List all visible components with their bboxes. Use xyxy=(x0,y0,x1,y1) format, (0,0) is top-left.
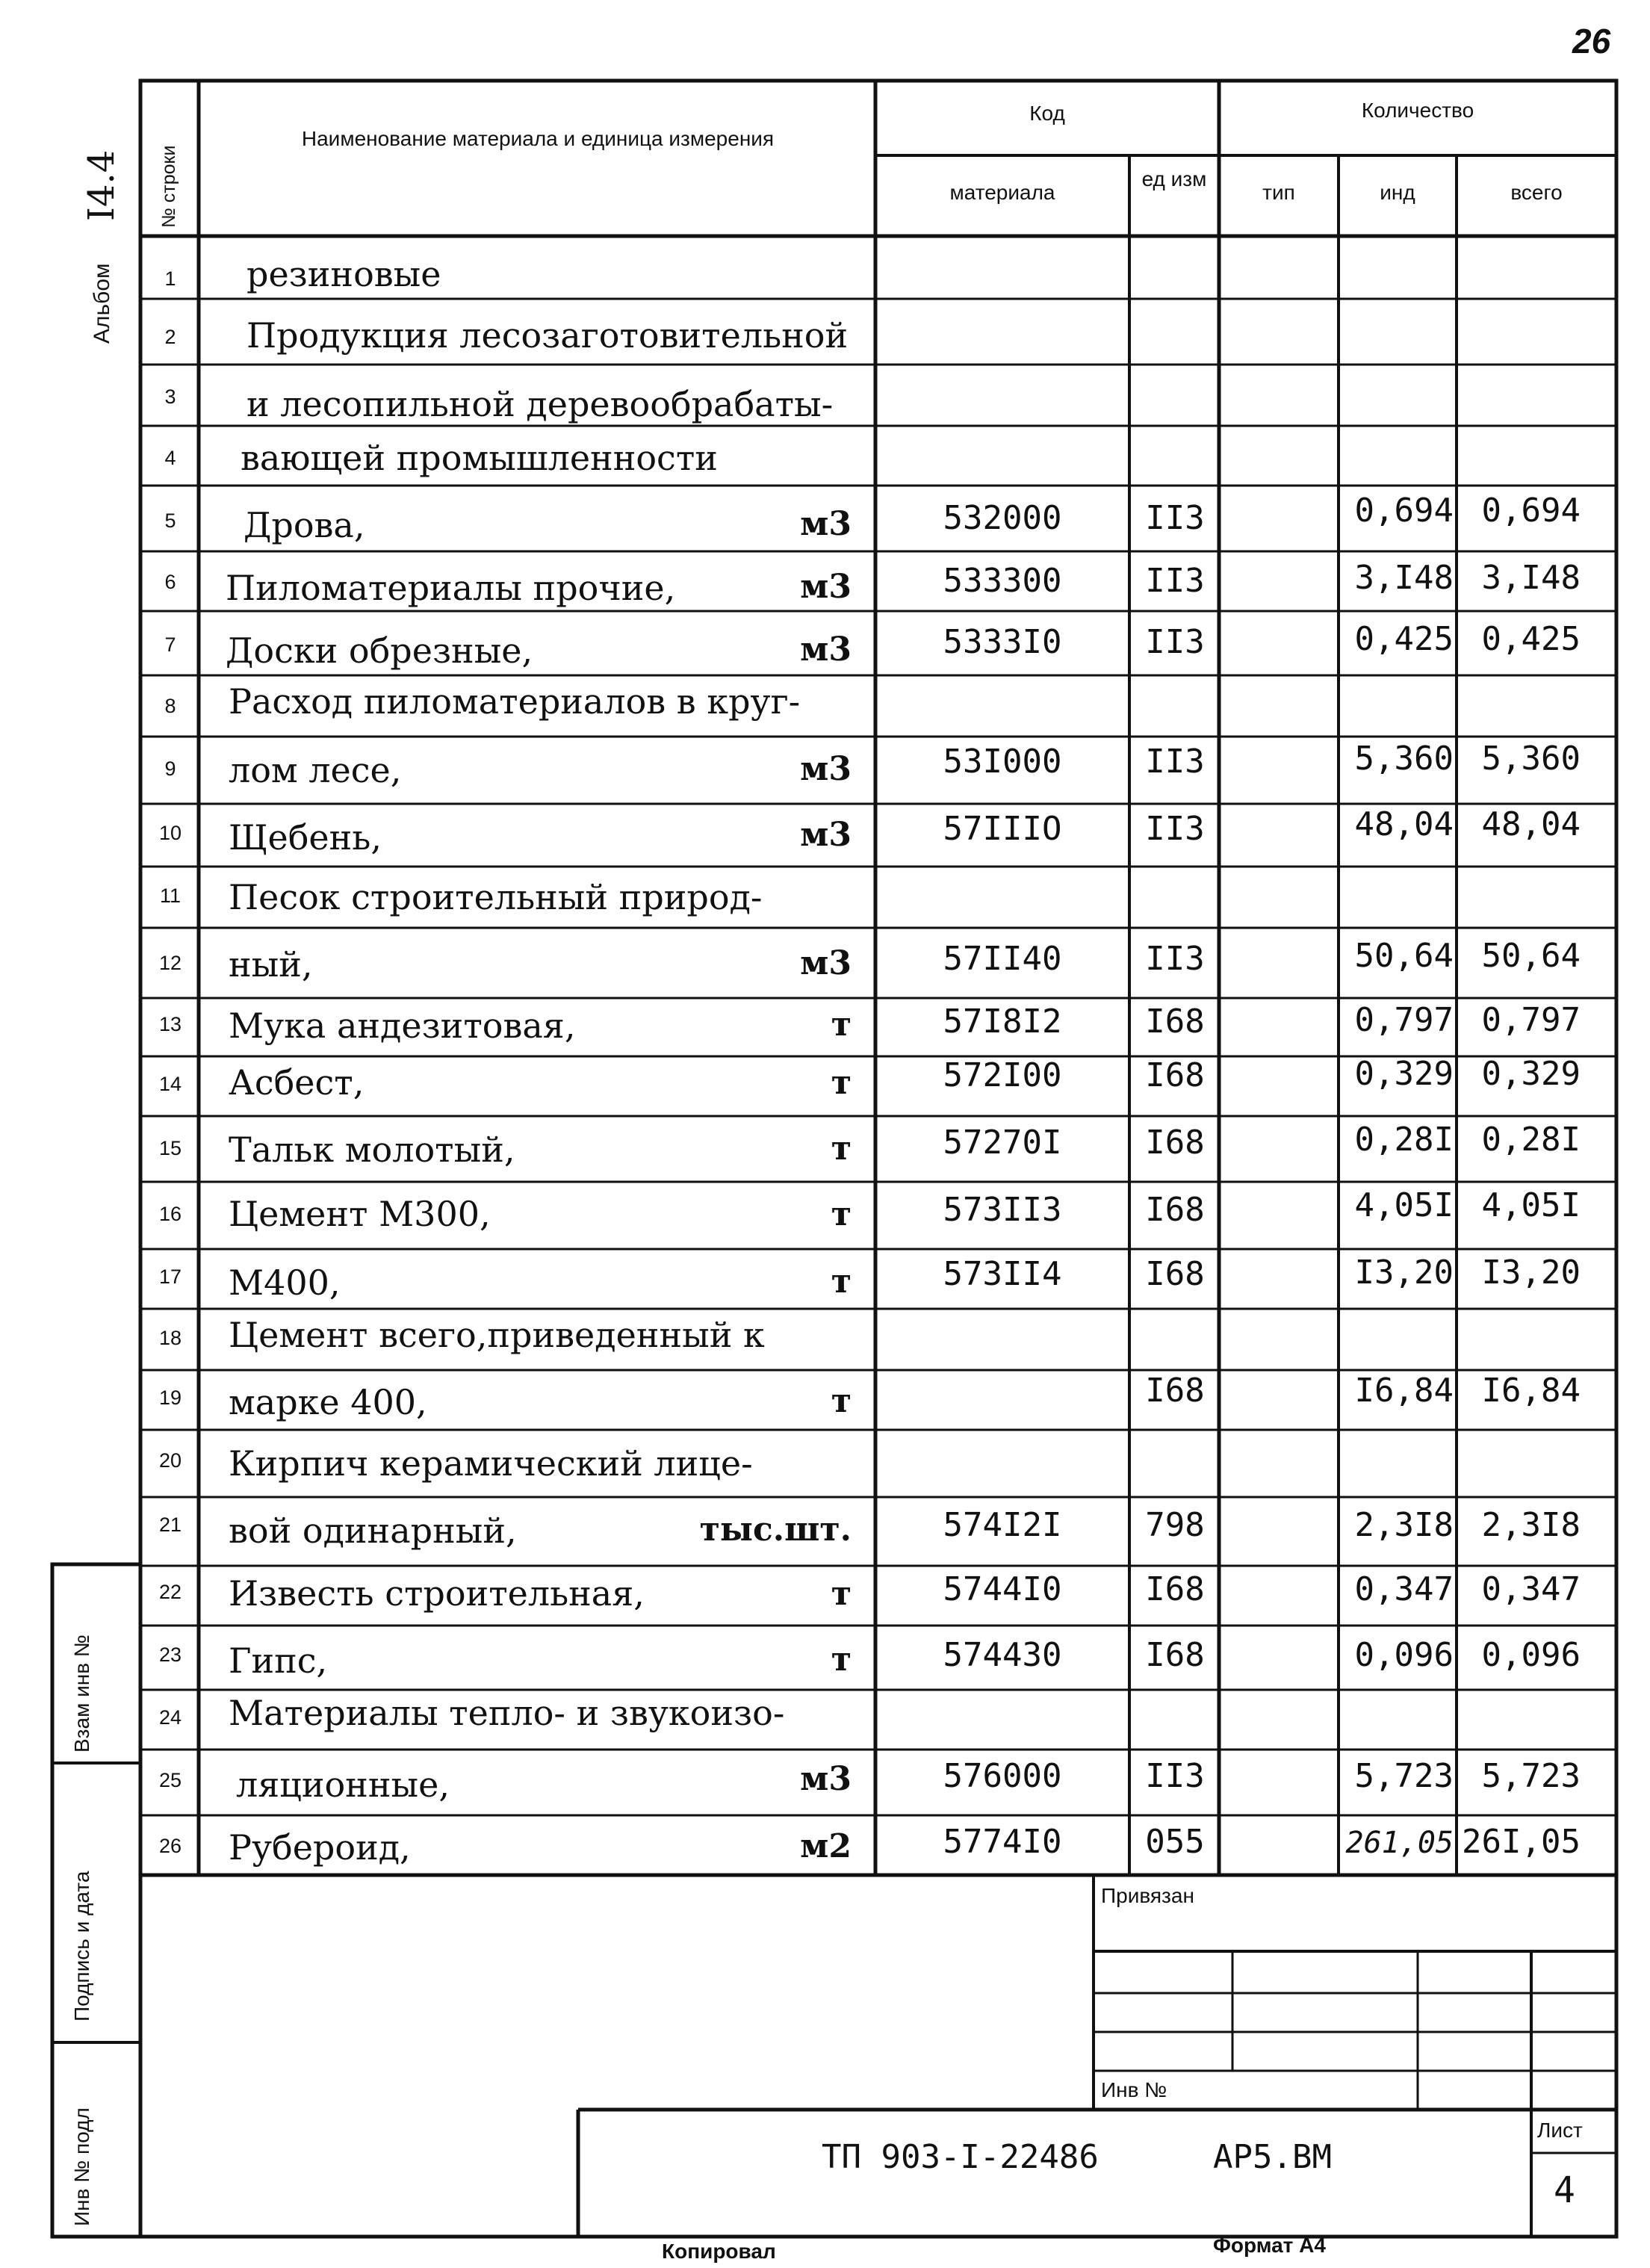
row-name: Песок строительный природ- xyxy=(229,877,763,917)
row-total: 0,329 xyxy=(1481,1055,1581,1093)
row-name: лом лесе, xyxy=(229,750,402,790)
side-label-vzam: Взам инв № xyxy=(70,1635,93,1753)
header-code-unit: ед изм xyxy=(1141,167,1207,190)
row-name: Щебень, xyxy=(229,817,382,858)
row-code: 572I00 xyxy=(943,1056,1062,1094)
row-name: вающей промышленности xyxy=(241,438,718,478)
page-number: 26 xyxy=(1572,22,1611,61)
row-total: 3,I48 xyxy=(1481,559,1581,597)
row-number: 21 xyxy=(158,1513,182,1536)
row-number: 5 xyxy=(164,509,176,532)
row-total: 5,360 xyxy=(1481,740,1581,778)
row-total: I6,84 xyxy=(1481,1372,1581,1410)
row-number: 17 xyxy=(158,1265,182,1288)
header-code: Код xyxy=(1029,102,1065,125)
row-name: вой одинарный, xyxy=(229,1511,517,1551)
side-label-inv-podl: Инв № подл xyxy=(70,2107,93,2226)
row-total: I3,20 xyxy=(1481,1254,1581,1292)
row-ed: II3 xyxy=(1145,940,1205,978)
row-number: 2 xyxy=(164,326,176,348)
row-code: 5774I0 xyxy=(943,1823,1062,1861)
row-total: 0,694 xyxy=(1481,492,1581,530)
row-number: 22 xyxy=(158,1581,182,1603)
album-label: Альбом xyxy=(90,263,114,344)
row-ind: 5,360 xyxy=(1354,740,1454,778)
row-total: 0,28I xyxy=(1481,1121,1581,1159)
side-label-podpis: Подпись и дата xyxy=(70,1871,93,2021)
row-total: 0,096 xyxy=(1481,1636,1581,1674)
row-ind: 0,28I xyxy=(1354,1121,1454,1159)
header-name: Наименование материала и единица измерения xyxy=(301,127,775,150)
row-ed: II3 xyxy=(1145,623,1205,661)
row-unit: м3 xyxy=(800,750,852,788)
row-ind: 0,096 xyxy=(1354,1636,1454,1674)
row-unit: м3 xyxy=(800,568,852,606)
row-ind: 2,3I8 xyxy=(1354,1506,1454,1544)
row-number: 6 xyxy=(164,571,176,593)
row-name: Дрова, xyxy=(244,505,365,545)
doc-mark: АР5.ВМ xyxy=(1213,2138,1332,2176)
row-code: 574430 xyxy=(943,1636,1062,1674)
row-ed: I68 xyxy=(1145,1056,1205,1094)
row-ind: 5,723 xyxy=(1354,1757,1454,1795)
row-name: ляционные, xyxy=(236,1764,450,1805)
row-ed: I68 xyxy=(1145,1255,1205,1293)
row-name: Цемент всего,приведенный к xyxy=(229,1315,765,1355)
row-number: 19 xyxy=(158,1386,182,1409)
row-number: 16 xyxy=(158,1203,182,1225)
row-ind: 0,694 xyxy=(1354,492,1454,530)
row-number: 14 xyxy=(158,1073,182,1095)
row-unit: т xyxy=(831,1195,852,1233)
header-code-material: материала xyxy=(949,181,1055,204)
row-number: 3 xyxy=(164,385,176,408)
row-number: 15 xyxy=(158,1137,182,1159)
row-number: 12 xyxy=(158,952,182,974)
row-ed: I68 xyxy=(1145,1372,1205,1410)
row-total: 0,425 xyxy=(1481,620,1581,658)
row-ed: I68 xyxy=(1145,1570,1205,1608)
row-unit: т xyxy=(831,1575,852,1613)
row-name: Рубероид, xyxy=(229,1827,411,1868)
row-unit: т xyxy=(831,1130,852,1168)
row-ind: 48,04 xyxy=(1354,805,1454,843)
row-unit: м3 xyxy=(800,1760,852,1798)
row-ind: 0,329 xyxy=(1354,1055,1454,1093)
row-name: Асбест, xyxy=(229,1062,365,1103)
row-number: 24 xyxy=(158,1706,182,1729)
row-code: 53I000 xyxy=(943,743,1062,781)
row-unit: м2 xyxy=(800,1827,852,1865)
row-code: 57II40 xyxy=(943,940,1062,978)
row-number: 7 xyxy=(164,633,176,656)
row-unit: тыс.шт. xyxy=(699,1511,852,1549)
row-name: Материалы тепло- и звукоизо- xyxy=(229,1693,785,1733)
row-number: 18 xyxy=(158,1327,182,1349)
row-number: 25 xyxy=(158,1769,182,1791)
row-code: 573II3 xyxy=(943,1191,1062,1229)
row-code: 573II4 xyxy=(943,1255,1062,1293)
row-number: 20 xyxy=(158,1449,182,1472)
row-name: Расход пиломатериалов в круг- xyxy=(229,681,801,722)
row-name: Пиломатериалы прочие, xyxy=(226,568,676,608)
row-unit: т xyxy=(831,1064,852,1102)
header-qty-total: всего xyxy=(1510,181,1563,204)
row-total: 5,723 xyxy=(1481,1757,1581,1795)
row-code: 533300 xyxy=(943,562,1062,600)
row-name: Продукция лесозаготовительной xyxy=(246,315,849,356)
row-unit: т xyxy=(831,1382,852,1420)
header-qty-ind: инд xyxy=(1380,181,1415,204)
row-unit: т xyxy=(831,1262,852,1301)
header-quantity: Количество xyxy=(1361,99,1474,122)
row-name: Цемент М300, xyxy=(229,1194,491,1234)
row-ind: 0,425 xyxy=(1354,620,1454,658)
row-ed: I68 xyxy=(1145,1003,1205,1041)
row-number: 23 xyxy=(158,1643,182,1666)
row-name: и лесопильной деревообрабаты- xyxy=(246,384,834,424)
row-code: 57IIIO xyxy=(943,810,1062,848)
row-name: Кирпич керамический лице- xyxy=(229,1443,753,1484)
row-ed: 055 xyxy=(1145,1823,1205,1861)
row-code: 532000 xyxy=(943,499,1062,537)
row-ind: 0,797 xyxy=(1354,1001,1454,1039)
row-ind: 0,347 xyxy=(1354,1570,1454,1608)
row-number: 4 xyxy=(164,447,176,469)
row-total: 2,3I8 xyxy=(1481,1506,1581,1544)
row-total: 50,64 xyxy=(1481,937,1581,975)
row-ed: II3 xyxy=(1145,743,1205,781)
row-name: ный, xyxy=(229,944,313,985)
row-total: 4,05I xyxy=(1481,1186,1581,1224)
row-name: Гипс, xyxy=(229,1640,328,1681)
row-total: 0,347 xyxy=(1481,1570,1581,1608)
stamp-attached: Привязан xyxy=(1101,1884,1194,1907)
header-row-no: № строки xyxy=(158,145,179,228)
row-code: 574I2I xyxy=(943,1506,1062,1544)
row-ed: II3 xyxy=(1145,499,1205,537)
row-unit: м3 xyxy=(800,505,852,543)
row-ed: 798 xyxy=(1145,1506,1205,1544)
row-code: 57270I xyxy=(943,1124,1062,1162)
row-ind: 3,I48 xyxy=(1354,559,1454,597)
row-code: 57I8I2 xyxy=(943,1003,1062,1041)
doc-code: ТП 903-I-22486 xyxy=(822,2138,1099,2176)
row-ind: I3,20 xyxy=(1354,1254,1454,1292)
row-total: 0,797 xyxy=(1481,1001,1581,1039)
row-ed: II3 xyxy=(1145,810,1205,848)
row-name: марке 400, xyxy=(229,1382,427,1422)
row-number: 13 xyxy=(158,1013,182,1035)
row-unit: м3 xyxy=(800,630,852,669)
stamp-inv-no: Инв № xyxy=(1101,2078,1167,2101)
footer-format: Формат А4 xyxy=(1213,2234,1326,2257)
row-ed: II3 xyxy=(1145,1757,1205,1795)
row-number: 26 xyxy=(158,1835,182,1857)
row-number: 9 xyxy=(164,757,176,780)
row-code: 5744I0 xyxy=(943,1570,1062,1608)
row-number: 10 xyxy=(158,822,182,844)
header-qty-type: тип xyxy=(1262,181,1295,204)
row-ed: I68 xyxy=(1145,1124,1205,1162)
row-name: Тальк молотый, xyxy=(229,1130,515,1170)
row-ed: II3 xyxy=(1145,562,1205,600)
sheet-label: Лист xyxy=(1537,2119,1583,2142)
row-total: 48,04 xyxy=(1481,805,1581,843)
row-code: 576000 xyxy=(943,1757,1062,1795)
row-name: резиновые xyxy=(246,254,441,294)
row-total: 26I,05 xyxy=(1462,1823,1581,1861)
row-name: М400, xyxy=(229,1262,341,1303)
sheet-number: 4 xyxy=(1554,2169,1575,2211)
row-code: 5333I0 xyxy=(943,623,1062,661)
row-number: 8 xyxy=(164,695,176,717)
footer-copied: Копировал xyxy=(662,2240,776,2263)
row-name: Мука андезитовая, xyxy=(229,1006,576,1046)
row-ind: 50,64 xyxy=(1354,937,1454,975)
row-ed: I68 xyxy=(1145,1191,1205,1229)
row-name: Известь строительная, xyxy=(229,1573,645,1614)
row-number: 1 xyxy=(164,267,176,290)
row-unit: т xyxy=(831,1006,852,1044)
row-name: Доски обрезные, xyxy=(226,630,533,671)
row-number: 11 xyxy=(159,884,182,907)
row-unit: м3 xyxy=(800,816,852,854)
row-ed: I68 xyxy=(1145,1636,1205,1674)
row-ind: I6,84 xyxy=(1354,1372,1454,1410)
row-unit: м3 xyxy=(800,944,852,982)
row-unit: т xyxy=(831,1640,852,1679)
album-number: I4.4 xyxy=(81,149,122,221)
row-ind: 261,05 xyxy=(1345,1826,1454,1860)
row-ind: 4,05I xyxy=(1354,1186,1454,1224)
